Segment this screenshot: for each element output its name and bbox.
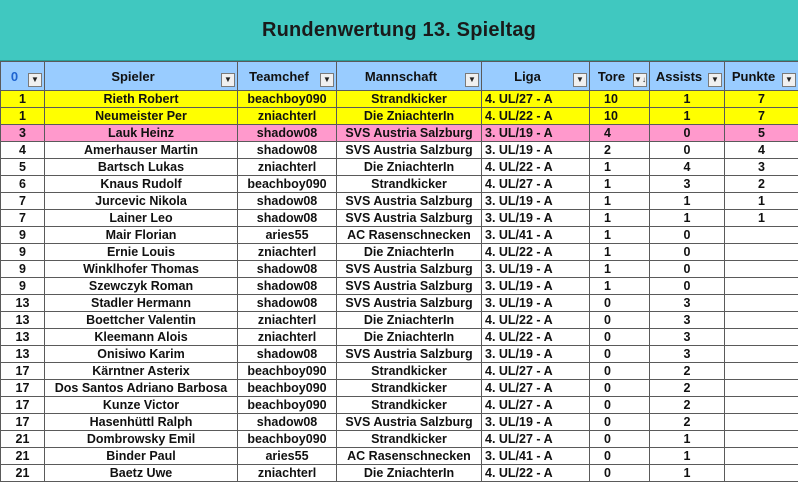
cell-assists[interactable]: 0: [650, 278, 725, 295]
cell-rank[interactable]: 6: [1, 176, 45, 193]
cell-rank[interactable]: 17: [1, 363, 45, 380]
table-row: [1, 261, 798, 278]
cell-assists[interactable]: 2: [650, 380, 725, 397]
cell-liga[interactable]: 3. UL/19 - A: [482, 193, 590, 210]
cell-punkte[interactable]: 1: [725, 210, 798, 227]
cell-teamchef[interactable]: zniachterl: [238, 312, 337, 329]
cell-teamchef[interactable]: shadow08: [238, 278, 337, 295]
cell-liga[interactable]: 4. UL/27 - A: [482, 91, 590, 108]
ranking-table: [0, 61, 798, 482]
cell-assists[interactable]: 0: [650, 261, 725, 278]
header-row: [1, 62, 798, 91]
cell-assists[interactable]: 4: [650, 159, 725, 176]
table-row: [1, 176, 798, 193]
cell-punkte[interactable]: 5: [725, 125, 798, 142]
cell-rank[interactable]: 9: [1, 261, 45, 278]
cell-punkte[interactable]: [725, 414, 798, 431]
cell-tore[interactable]: 0: [590, 431, 650, 448]
cell-rank[interactable]: 13: [1, 346, 45, 363]
column-header-punkte[interactable]: Punkte ▼: [725, 62, 798, 91]
cell-liga[interactable]: 4. UL/22 - A: [482, 108, 590, 125]
cell-assists[interactable]: 1: [650, 108, 725, 125]
cell-teamchef[interactable]: shadow08: [238, 125, 337, 142]
cell-mannschaft[interactable]: SVS Austria Salzburg: [337, 193, 482, 210]
cell-tore[interactable]: 10: [590, 108, 650, 125]
cell-punkte[interactable]: [725, 227, 798, 244]
cell-liga[interactable]: 3. UL/19 - A: [482, 125, 590, 142]
cell-punkte[interactable]: [725, 346, 798, 363]
cell-liga[interactable]: 3. UL/19 - A: [482, 142, 590, 159]
cell-punkte[interactable]: 7: [725, 91, 798, 108]
column-header-assists[interactable]: Assists ▼: [650, 62, 725, 91]
cell-teamchef[interactable]: zniachterl: [238, 159, 337, 176]
cell-tore[interactable]: 1: [590, 193, 650, 210]
cell-punkte[interactable]: [725, 465, 798, 482]
table-row: [1, 108, 798, 125]
cell-mannschaft[interactable]: Die ZniachterIn: [337, 465, 482, 482]
cell-punkte[interactable]: [725, 278, 798, 295]
cell-punkte[interactable]: [725, 363, 798, 380]
cell-liga[interactable]: 3. UL/41 - A: [482, 448, 590, 465]
table-row: [1, 244, 798, 261]
cell-punkte[interactable]: 3: [725, 159, 798, 176]
cell-liga[interactable]: 4. UL/27 - A: [482, 431, 590, 448]
cell-mannschaft[interactable]: Die ZniachterIn: [337, 159, 482, 176]
cell-assists[interactable]: 3: [650, 329, 725, 346]
cell-rank[interactable]: 1: [1, 91, 45, 108]
cell-teamchef[interactable]: zniachterl: [238, 465, 337, 482]
cell-punkte[interactable]: [725, 448, 798, 465]
table-row: [1, 414, 798, 431]
cell-player[interactable]: Dombrowsky Emil: [45, 431, 238, 448]
cell-player[interactable]: Rieth Robert: [45, 91, 238, 108]
cell-player[interactable]: Lauk Heinz: [45, 125, 238, 142]
cell-assists[interactable]: 3: [650, 346, 725, 363]
cell-rank[interactable]: 5: [1, 159, 45, 176]
table-row: [1, 91, 798, 108]
cell-mannschaft[interactable]: Strandkicker: [337, 380, 482, 397]
cell-assists[interactable]: 1: [650, 91, 725, 108]
table-body: [1, 91, 798, 482]
cell-liga[interactable]: 4. UL/27 - A: [482, 397, 590, 414]
table-row: [1, 142, 798, 159]
cell-assists[interactable]: 3: [650, 176, 725, 193]
table-row: [1, 227, 798, 244]
cell-tore[interactable]: 0: [590, 380, 650, 397]
cell-liga[interactable]: 3. UL/19 - A: [482, 261, 590, 278]
cell-player[interactable]: Baetz Uwe: [45, 465, 238, 482]
table-row: [1, 346, 798, 363]
cell-punkte[interactable]: [725, 397, 798, 414]
cell-assists[interactable]: 0: [650, 244, 725, 261]
cell-tore[interactable]: 1: [590, 210, 650, 227]
cell-mannschaft[interactable]: SVS Austria Salzburg: [337, 414, 482, 431]
cell-rank[interactable]: 21: [1, 431, 45, 448]
sort-descending-icon[interactable]: ▼↓: [633, 73, 647, 87]
column-header-tore[interactable]: Tore ▼↓: [590, 62, 650, 91]
cell-tore[interactable]: 0: [590, 465, 650, 482]
cell-rank[interactable]: 17: [1, 380, 45, 397]
cell-mannschaft[interactable]: SVS Austria Salzburg: [337, 278, 482, 295]
cell-liga[interactable]: 3. UL/19 - A: [482, 210, 590, 227]
cell-player[interactable]: Hasenhüttl Ralph: [45, 414, 238, 431]
cell-tore[interactable]: 0: [590, 329, 650, 346]
cell-mannschaft[interactable]: Strandkicker: [337, 363, 482, 380]
cell-punkte[interactable]: [725, 312, 798, 329]
cell-rank[interactable]: 3: [1, 125, 45, 142]
cell-punkte[interactable]: 1: [725, 193, 798, 210]
cell-liga[interactable]: 3. UL/41 - A: [482, 227, 590, 244]
cell-rank[interactable]: 7: [1, 193, 45, 210]
cell-assists[interactable]: 0: [650, 227, 725, 244]
cell-teamchef[interactable]: shadow08: [238, 295, 337, 312]
cell-tore[interactable]: 1: [590, 176, 650, 193]
filter-dropdown-icon[interactable]: ▼: [465, 73, 479, 87]
cell-teamchef[interactable]: shadow08: [238, 142, 337, 159]
table-row: [1, 278, 798, 295]
cell-punkte[interactable]: [725, 244, 798, 261]
cell-assists[interactable]: 1: [650, 193, 725, 210]
cell-liga[interactable]: 3. UL/19 - A: [482, 295, 590, 312]
cell-mannschaft[interactable]: Die ZniachterIn: [337, 108, 482, 125]
cell-rank[interactable]: 21: [1, 465, 45, 482]
cell-assists[interactable]: 2: [650, 397, 725, 414]
cell-mannschaft[interactable]: AC Rasenschnecken: [337, 227, 482, 244]
table-row: [1, 363, 798, 380]
cell-player[interactable]: Amerhauser Martin: [45, 142, 238, 159]
title-bar: [0, 0, 798, 61]
cell-teamchef[interactable]: zniachterl: [238, 108, 337, 125]
cell-liga[interactable]: 3. UL/19 - A: [482, 346, 590, 363]
cell-mannschaft[interactable]: Strandkicker: [337, 431, 482, 448]
cell-tore[interactable]: 0: [590, 414, 650, 431]
filter-dropdown-icon[interactable]: ▼: [708, 73, 722, 87]
cell-assists[interactable]: 1: [650, 465, 725, 482]
table-row: [1, 312, 798, 329]
cell-assists[interactable]: 1: [650, 210, 725, 227]
cell-assists[interactable]: 0: [650, 125, 725, 142]
table-row: [1, 465, 798, 482]
cell-rank[interactable]: 21: [1, 448, 45, 465]
cell-rank[interactable]: 9: [1, 244, 45, 261]
cell-player[interactable]: Ernie Louis: [45, 244, 238, 261]
cell-teamchef[interactable]: shadow08: [238, 193, 337, 210]
cell-tore[interactable]: 0: [590, 448, 650, 465]
cell-player[interactable]: Stadler Hermann: [45, 295, 238, 312]
filter-dropdown-icon[interactable]: ▼: [573, 73, 587, 87]
cell-mannschaft[interactable]: Die ZniachterIn: [337, 244, 482, 261]
cell-mannschaft[interactable]: SVS Austria Salzburg: [337, 125, 482, 142]
cell-rank[interactable]: 17: [1, 397, 45, 414]
cell-liga[interactable]: 4. UL/27 - A: [482, 363, 590, 380]
cell-rank[interactable]: 9: [1, 278, 45, 295]
cell-teamchef[interactable]: beachboy090: [238, 397, 337, 414]
cell-liga[interactable]: 4. UL/22 - A: [482, 465, 590, 482]
cell-player[interactable]: Boettcher Valentin: [45, 312, 238, 329]
page-title: Rundenwertung 13. Spieltag: [262, 19, 536, 42]
cell-liga[interactable]: 4. UL/27 - A: [482, 176, 590, 193]
cell-tore[interactable]: 2: [590, 142, 650, 159]
cell-liga[interactable]: 4. UL/22 - A: [482, 312, 590, 329]
cell-punkte[interactable]: 4: [725, 142, 798, 159]
cell-assists[interactable]: 3: [650, 295, 725, 312]
cell-mannschaft[interactable]: SVS Austria Salzburg: [337, 346, 482, 363]
table-row: [1, 125, 798, 142]
cell-teamchef[interactable]: aries55: [238, 227, 337, 244]
cell-teamchef[interactable]: zniachterl: [238, 244, 337, 261]
cell-tore[interactable]: 10: [590, 91, 650, 108]
cell-rank[interactable]: 1: [1, 108, 45, 125]
cell-mannschaft[interactable]: SVS Austria Salzburg: [337, 142, 482, 159]
cell-player[interactable]: Kunze Victor: [45, 397, 238, 414]
cell-teamchef[interactable]: shadow08: [238, 261, 337, 278]
cell-player[interactable]: Binder Paul: [45, 448, 238, 465]
cell-punkte[interactable]: [725, 380, 798, 397]
cell-mannschaft[interactable]: Die ZniachterIn: [337, 312, 482, 329]
cell-player[interactable]: Kärntner Asterix: [45, 363, 238, 380]
cell-tore[interactable]: 1: [590, 244, 650, 261]
filter-dropdown-icon[interactable]: ▼: [320, 73, 334, 87]
cell-assists[interactable]: 3: [650, 312, 725, 329]
cell-mannschaft[interactable]: SVS Austria Salzburg: [337, 210, 482, 227]
table-row: [1, 431, 798, 448]
table-row: [1, 448, 798, 465]
cell-teamchef[interactable]: zniachterl: [238, 329, 337, 346]
cell-player[interactable]: Knaus Rudolf: [45, 176, 238, 193]
cell-tore[interactable]: 1: [590, 227, 650, 244]
table-row: [1, 329, 798, 346]
column-header-teamchef[interactable]: Teamchef ▼: [238, 62, 337, 91]
cell-player[interactable]: Jurcevic Nikola: [45, 193, 238, 210]
cell-liga[interactable]: 3. UL/19 - A: [482, 278, 590, 295]
cell-mannschaft[interactable]: SVS Austria Salzburg: [337, 261, 482, 278]
cell-rank[interactable]: 13: [1, 312, 45, 329]
cell-rank[interactable]: 4: [1, 142, 45, 159]
cell-tore[interactable]: 0: [590, 397, 650, 414]
cell-teamchef[interactable]: aries55: [238, 448, 337, 465]
cell-teamchef[interactable]: beachboy090: [238, 363, 337, 380]
cell-teamchef[interactable]: shadow08: [238, 414, 337, 431]
column-header-liga[interactable]: Liga ▼: [482, 62, 590, 91]
cell-mannschaft[interactable]: SVS Austria Salzburg: [337, 295, 482, 312]
cell-player[interactable]: Lainer Leo: [45, 210, 238, 227]
filter-dropdown-icon[interactable]: ▼: [221, 73, 235, 87]
cell-tore[interactable]: 4: [590, 125, 650, 142]
table-row: [1, 159, 798, 176]
cell-rank[interactable]: 13: [1, 329, 45, 346]
cell-liga[interactable]: 4. UL/22 - A: [482, 159, 590, 176]
table-row: [1, 397, 798, 414]
cell-teamchef[interactable]: beachboy090: [238, 380, 337, 397]
cell-player[interactable]: Neumeister Per: [45, 108, 238, 125]
cell-rank[interactable]: 13: [1, 295, 45, 312]
table-row: [1, 210, 798, 227]
cell-assists[interactable]: 1: [650, 431, 725, 448]
cell-teamchef[interactable]: shadow08: [238, 210, 337, 227]
table-row: [1, 295, 798, 312]
cell-rank[interactable]: 9: [1, 227, 45, 244]
cell-mannschaft[interactable]: Strandkicker: [337, 397, 482, 414]
table-row: [1, 380, 798, 397]
column-header-spieler[interactable]: Spieler ▼: [45, 62, 238, 91]
cell-tore[interactable]: 0: [590, 312, 650, 329]
cell-assists[interactable]: 2: [650, 363, 725, 380]
cell-punkte[interactable]: [725, 295, 798, 312]
cell-mannschaft[interactable]: Die ZniachterIn: [337, 329, 482, 346]
cell-tore[interactable]: 1: [590, 159, 650, 176]
filter-dropdown-icon[interactable]: ▼: [28, 73, 42, 87]
cell-punkte[interactable]: [725, 329, 798, 346]
cell-tore[interactable]: 0: [590, 346, 650, 363]
column-header-rank[interactable]: 0 ▼: [1, 62, 45, 91]
cell-player[interactable]: Szewczyk Roman: [45, 278, 238, 295]
cell-mannschaft[interactable]: Strandkicker: [337, 176, 482, 193]
cell-assists[interactable]: 2: [650, 414, 725, 431]
cell-tore[interactable]: 0: [590, 363, 650, 380]
table-row: [1, 193, 798, 210]
cell-liga[interactable]: 4. UL/27 - A: [482, 380, 590, 397]
cell-teamchef[interactable]: beachboy090: [238, 176, 337, 193]
cell-player[interactable]: Kleemann Alois: [45, 329, 238, 346]
cell-assists[interactable]: 0: [650, 142, 725, 159]
cell-rank[interactable]: 7: [1, 210, 45, 227]
cell-punkte[interactable]: 2: [725, 176, 798, 193]
cell-player[interactable]: Bartsch Lukas: [45, 159, 238, 176]
cell-teamchef[interactable]: beachboy090: [238, 91, 337, 108]
cell-assists[interactable]: 1: [650, 448, 725, 465]
cell-rank[interactable]: 17: [1, 414, 45, 431]
cell-teamchef[interactable]: shadow08: [238, 346, 337, 363]
cell-player[interactable]: Mair Florian: [45, 227, 238, 244]
cell-mannschaft[interactable]: Strandkicker: [337, 91, 482, 108]
cell-punkte[interactable]: [725, 431, 798, 448]
cell-punkte[interactable]: 7: [725, 108, 798, 125]
cell-liga[interactable]: 3. UL/19 - A: [482, 414, 590, 431]
cell-liga[interactable]: 4. UL/22 - A: [482, 329, 590, 346]
cell-tore[interactable]: 0: [590, 295, 650, 312]
cell-player[interactable]: Onisiwo Karim: [45, 346, 238, 363]
cell-punkte[interactable]: [725, 261, 798, 278]
cell-mannschaft[interactable]: AC Rasenschnecken: [337, 448, 482, 465]
filter-dropdown-icon[interactable]: ▼: [782, 73, 796, 87]
cell-teamchef[interactable]: beachboy090: [238, 431, 337, 448]
cell-player[interactable]: Winklhofer Thomas: [45, 261, 238, 278]
cell-player[interactable]: Dos Santos Adriano Barbosa: [45, 380, 238, 397]
cell-tore[interactable]: 1: [590, 278, 650, 295]
column-header-mannschaft[interactable]: Mannschaft ▼: [337, 62, 482, 91]
cell-liga[interactable]: 4. UL/22 - A: [482, 244, 590, 261]
cell-tore[interactable]: 1: [590, 261, 650, 278]
